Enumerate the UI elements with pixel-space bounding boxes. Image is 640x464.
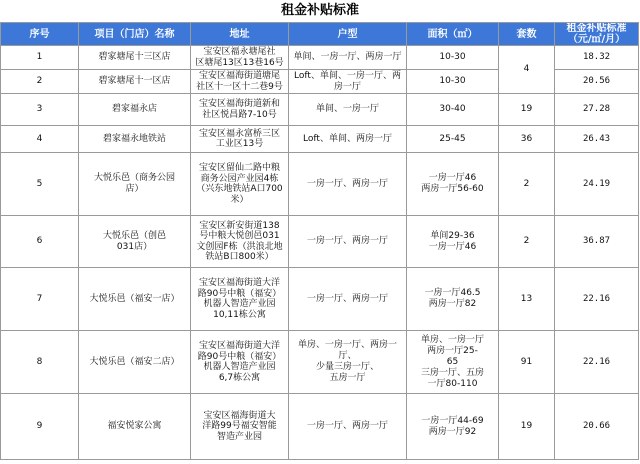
page-title: 租金补贴标准 — [280, 3, 359, 18]
cell-no: 2 — [1, 70, 79, 94]
cell-address: 宝安区福海街道大洋 路90号中粮（福安） 机器人智造产业园 10,11栋公寓 — [191, 268, 289, 331]
cell-layout: Loft、单间、一房一厅、两 房一厅 — [289, 70, 407, 94]
table-row — [1, 46, 639, 70]
cell-units: 36 — [499, 126, 555, 153]
cell-layout: 一房一厅、两房一厅 — [289, 394, 407, 460]
cell-no: 4 — [1, 126, 79, 153]
cell-subsidy: 20.66 — [555, 394, 639, 460]
cell-area: 单房、一房一厅 两房一厅25- 65 三房一厅、五房 一厅80-110 — [407, 331, 499, 394]
cell-units: 91 — [499, 331, 555, 394]
cell-subsidy: 22.16 — [555, 331, 639, 394]
subsidy-table — [0, 22, 639, 460]
cell-subsidy: 18.32 — [555, 46, 639, 70]
table-row — [1, 331, 639, 394]
table-row — [1, 216, 639, 268]
table-row — [1, 268, 639, 331]
cell-layout: 一房一厅、两房一厅 — [289, 153, 407, 216]
cell-project: 碧家塘尾十三区店 — [79, 46, 191, 70]
header-units: 套数 — [499, 23, 555, 46]
cell-layout: Loft、单间、两房一厅 — [289, 126, 407, 153]
cell-no: 6 — [1, 216, 79, 268]
cell-area: 单间29-36 一房一厅46 — [407, 216, 499, 268]
header-no: 序号 — [1, 23, 79, 46]
header-layout: 户型 — [289, 23, 407, 46]
cell-area: 一房一厅44-69 两房一厅92 — [407, 394, 499, 460]
cell-project: 碧家塘尾十一区店 — [79, 70, 191, 94]
cell-units: 13 — [499, 268, 555, 331]
cell-subsidy: 22.16 — [555, 268, 639, 331]
cell-address: 宝安区福海街道塘尾 社区十一区十二巷9号 — [191, 70, 289, 94]
cell-subsidy: 27.28 — [555, 94, 639, 126]
cell-project: 大悦乐邑（创邑 031店） — [79, 216, 191, 268]
cell-area: 一房一厅46 两房一厅56-60 — [407, 153, 499, 216]
cell-no: 9 — [1, 394, 79, 460]
header-area: 面积（㎡） — [407, 23, 499, 46]
cell-subsidy: 24.19 — [555, 153, 639, 216]
cell-layout: 单间、一房一厅 — [289, 94, 407, 126]
cell-project: 大悦乐邑（福安二店） — [79, 331, 191, 394]
cell-no: 1 — [1, 46, 79, 70]
cell-units: 19 — [499, 394, 555, 460]
table-row — [1, 126, 639, 153]
cell-project: 大悦乐邑（福安一店） — [79, 268, 191, 331]
cell-no: 5 — [1, 153, 79, 216]
header-address: 地址 — [191, 23, 289, 46]
cell-layout: 一房一厅、两房一厅 — [289, 268, 407, 331]
cell-units: 2 — [499, 153, 555, 216]
cell-address: 宝安区新安街道138 号中粮大悦创邑031 文创园F栋（洪浪北地 铁站B口800米） — [191, 216, 289, 268]
cell-subsidy: 36.87 — [555, 216, 639, 268]
cell-area: 30-40 — [407, 94, 499, 126]
cell-address: 宝安区福海街道大 洋路99号福安智能 智造产业园 — [191, 394, 289, 460]
cell-subsidy: 26.43 — [555, 126, 639, 153]
header-project: 项目（门店）名称 — [79, 23, 191, 46]
cell-address: 宝安区福海街道新和 社区悦昌路7-10号 — [191, 94, 289, 126]
cell-area: 25-45 — [407, 126, 499, 153]
cell-address: 宝安区福海街道大洋 路90号中粮（福安） 机器人智造产业园 6,7栋公寓 — [191, 331, 289, 394]
cell-project: 碧家福永地铁站 — [79, 126, 191, 153]
cell-layout: 单间、一房一厅、两房一厅 — [289, 46, 407, 70]
cell-no: 7 — [1, 268, 79, 331]
cell-layout: 一房一厅、两房一厅 — [289, 216, 407, 268]
cell-address: 宝安区福永富桥三区 工业区13号 — [191, 126, 289, 153]
header-subsidy: 租金补贴标准 （元/㎡/月） — [555, 23, 639, 46]
cell-area: 10-30 — [407, 46, 499, 70]
cell-subsidy: 20.56 — [555, 70, 639, 94]
cell-project: 福安悦家公寓 — [79, 394, 191, 460]
cell-no: 8 — [1, 331, 79, 394]
header-row — [1, 23, 639, 46]
cell-units: 19 — [499, 94, 555, 126]
cell-area: 10-30 — [407, 70, 499, 94]
table-row — [1, 394, 639, 460]
cell-units: 4 — [499, 46, 555, 94]
cell-layout: 单房、一房一厅、两房一厅、 少量三房一厅、 五房一厅 — [289, 331, 407, 394]
table-row — [1, 94, 639, 126]
cell-project: 大悦乐邑（商务公园 店） — [79, 153, 191, 216]
cell-no: 3 — [1, 94, 79, 126]
cell-address: 宝安区福永塘尾社 区塘尾13区13巷16号 — [191, 46, 289, 70]
table-row — [1, 153, 639, 216]
cell-project: 碧家福永店 — [79, 94, 191, 126]
cell-address: 宝安区留仙二路中粮 商务公园产业园4栋 （兴东地铁站A口700 米） — [191, 153, 289, 216]
cell-units: 2 — [499, 216, 555, 268]
cell-area: 一房一厅46.5 两房一厅82 — [407, 268, 499, 331]
